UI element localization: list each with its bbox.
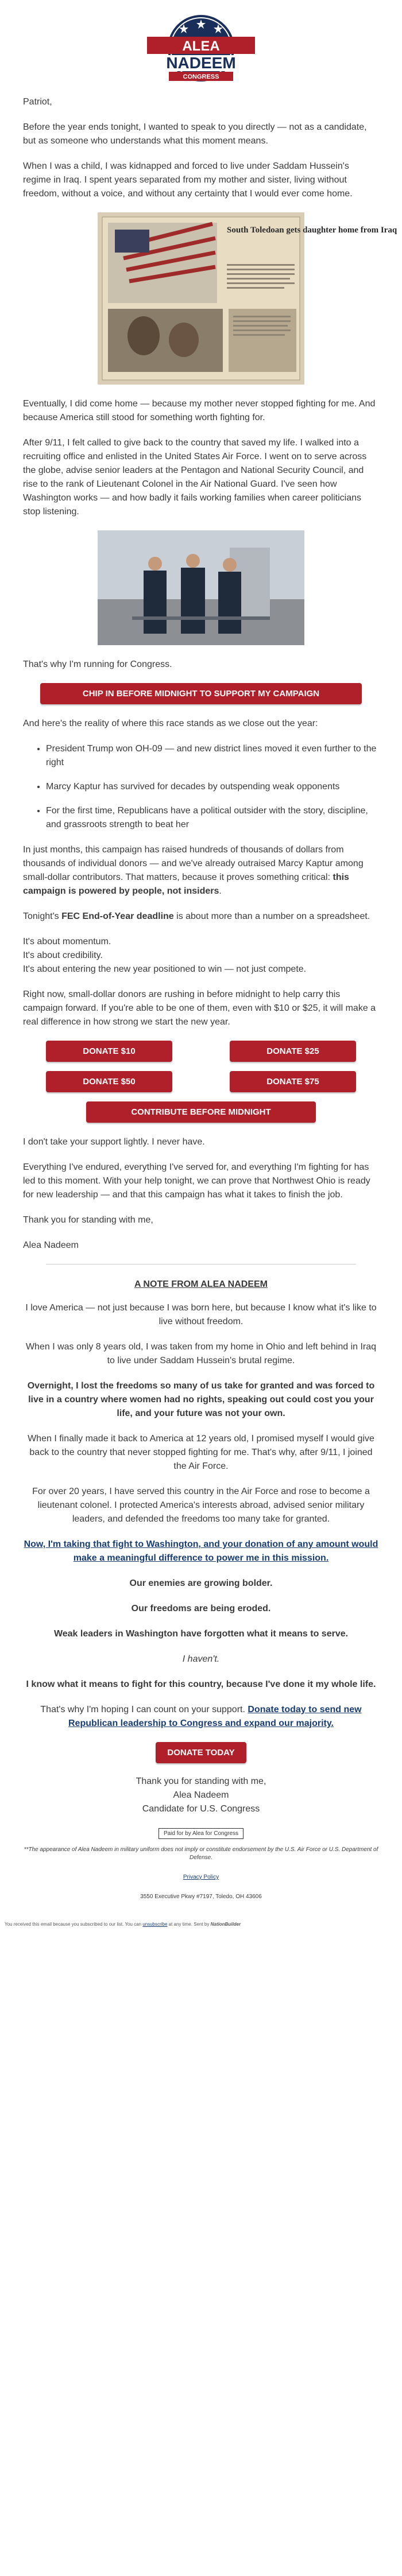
- svg-text:CONGRESS: CONGRESS: [183, 73, 219, 80]
- svg-text:ALEA: ALEA: [182, 38, 220, 54]
- chip-in-button[interactable]: CHIP IN BEFORE MIDNIGHT TO SUPPORT MY CAMPAIGN: [40, 683, 362, 704]
- donate-today-link[interactable]: Donate today to send new Republican leadership to Congress and expand our majority.: [68, 1705, 362, 1728]
- newspaper-clipping-image: [98, 212, 397, 385]
- unsubscribe-link[interactable]: unsubscribe: [142, 1922, 168, 1927]
- note-paragraph: Our enemies are growing bolder.: [129, 1578, 273, 1588]
- paragraph-fundraising: In just months, this campaign has raised hundreds of thousands of dollars from thousands of individual donors — and we've already outraised Marcy Kaptur among small-dollar contributors. That matters, because it proves something critical: this campaign is powered by people, not insiders.: [23, 845, 364, 896]
- paragraph-came-home: Eventually, I did come home — because my mother never stopped fighting for me. And because America still stood for something worth fighting for.: [23, 399, 376, 422]
- list-item: • Marcy Kaptur has survived for decades by outspending weak opponents: [46, 780, 379, 794]
- donate-25-button[interactable]: DONATE $25: [230, 1041, 356, 1062]
- nationbuilder-logo: NationBuilder: [210, 1922, 241, 1927]
- uniform-disclaimer: **The appearance of Alea Nadeem in military uniform does not imply or constitute endorsement by the U.S. Air Force or U.S. Department of Defense.: [24, 1846, 378, 1861]
- military-ceremony-photo: [98, 530, 304, 645]
- note-paragraph: When I was only 8 years old, I was taken from my home in Ohio and left behind in Iraq to live under Saddam Hussein's brutal regime.: [25, 1342, 377, 1365]
- paid-for-disclaimer: Paid for by Alea for Congress: [159, 1828, 243, 1839]
- note-paragraph: I know what it means to fight for this country, because I've done it my whole life.: [26, 1679, 376, 1689]
- note-paragraph: That's why I'm hoping I can count on your support. Donate today to send new Republican leadership to Congress and expand our majority.: [40, 1705, 362, 1728]
- donate-50-button[interactable]: DONATE $50: [46, 1071, 172, 1092]
- paragraph-small-dollar: Right now, small-dollar donors are rushing in before midnight to help carry this campaign forward. If you're able to be one of them, even with $10 or $25, it will make a real difference in how strong we start the new year.: [23, 990, 376, 1027]
- donate-10-button[interactable]: DONATE $10: [46, 1041, 172, 1062]
- paragraph-intro: Before the year ends tonight, I wanted to speak to you directly — not as a candidate, but as someone who understands what this moment means.: [23, 122, 367, 146]
- signature: Alea Nadeem: [23, 1240, 79, 1250]
- note-paragraph: Our freedoms are being eroded.: [131, 1604, 271, 1613]
- mailing-address: 3550 Executive Pkwy #7197, Toledo, OH 43606: [140, 1894, 262, 1900]
- list-item: • For the first time, Republicans have a political outsider with the story, discipline, and grassroots strength to beat her: [46, 804, 379, 832]
- paragraph-childhood: When I was a child, I was kidnapped and forced to live under Saddam Hussein's regime in Iraq. I spent years separated from my mother and sister, living without freedom, without a voice, and without any certainty that I would ever come home.: [23, 161, 353, 199]
- donate-button-grid: [46, 1041, 356, 1092]
- note-paragraph: I haven't.: [182, 1654, 220, 1664]
- note-closing: Thank you for standing with me, Alea Nadeem Candidate for U.S. Congress: [136, 1776, 266, 1814]
- paragraph-support: I don't take your support lightly. I never have.: [23, 1137, 205, 1147]
- svg-text:NADEEM: NADEEM: [166, 54, 236, 72]
- note-paragraph: I love America — not just because I was born here, but because I know what it's like to live without freedom.: [25, 1303, 377, 1326]
- email-body: [23, 0, 397, 1901]
- list-item: • President Trump won OH-09 — and new district lines moved it even further to the right: [46, 742, 379, 770]
- contribute-before-midnight-button[interactable]: CONTRIBUTE BEFORE MIDNIGHT: [86, 1101, 316, 1123]
- note-paragraph: For over 20 years, I have served this country in the Air Force and rose to become a lieutenant colonel. I protected America's interests abroad, advised senior military leaders, and defended the freedoms too many take for granted.: [32, 1487, 370, 1524]
- note-section: [23, 1279, 379, 1901]
- paragraph-service: After 9/11, I felt called to give back to the country that saved my life. I walked into a recruiting office and enlisted in the United States Air Force. I went on to serve across the globe, advise senior leaders at the Pentagon and National Security Council, and rise to the rank of Lieutenant Colonel in the Air National Guard. I've seen how Washington works — and how badly it fails working families when career politicians stop listening.: [23, 438, 367, 517]
- paragraph-running: That's why I'm running for Congress.: [23, 659, 172, 669]
- paragraph-reality: And here's the reality of where this race stands as we close out the year:: [23, 719, 318, 728]
- paragraph-momentum: It's about momentum. It's about credibility. It's about entering the new year positioned to win — not just compete.: [23, 937, 307, 974]
- note-title: A NOTE FROM ALEA NADEEM: [134, 1279, 268, 1289]
- note-donation-link[interactable]: Now, I'm taking that fight to Washington, and your donation of any amount would make a meaningful difference to power me in this mission.: [24, 1539, 378, 1563]
- paragraph-everything: Everything I've endured, everything I've served for, and everything I'm fighting for has led to this moment. With your help tonight, we can prove that Northwest Ohio is ready for new leadership — and that this campaign has what it takes to finish the job.: [23, 1162, 370, 1200]
- privacy-policy-link[interactable]: Privacy Policy: [183, 1874, 219, 1880]
- race-bullet-list: [23, 742, 379, 832]
- svg-text:South Toledoan gets daughter h: South Toledoan gets daughter home from Iraq: [227, 226, 397, 235]
- paragraph-deadline: Tonight's FEC End-of-Year deadline is about more than a number on a spreadsheet.: [23, 911, 370, 921]
- donate-today-button[interactable]: DONATE TODAY: [156, 1742, 246, 1763]
- note-paragraph: Weak leaders in Washington have forgotten what it means to serve.: [53, 1629, 349, 1639]
- greeting: Patriot,: [23, 97, 52, 107]
- campaign-logo: [137, 13, 265, 87]
- note-paragraph: When I finally made it back to America at 12 years old, I promised myself I would give back to the country that never stopped fighting for me. That's why, after 9/11, I joined the Air Force.: [28, 1434, 374, 1471]
- donate-75-button[interactable]: DONATE $75: [230, 1071, 356, 1092]
- note-paragraph: Overnight, I lost the freedoms so many of us take for granted and was forced to live in a country where women had no rights, speaking out could cost you your life, and your future was not your own.: [27, 1381, 375, 1418]
- paragraph-thanks: Thank you for standing with me,: [23, 1215, 153, 1225]
- unsubscribe-footer: You received this email because you subscribed to our list. You can unsubscribe at any time. Sent by NationBuilder: [5, 1922, 241, 1927]
